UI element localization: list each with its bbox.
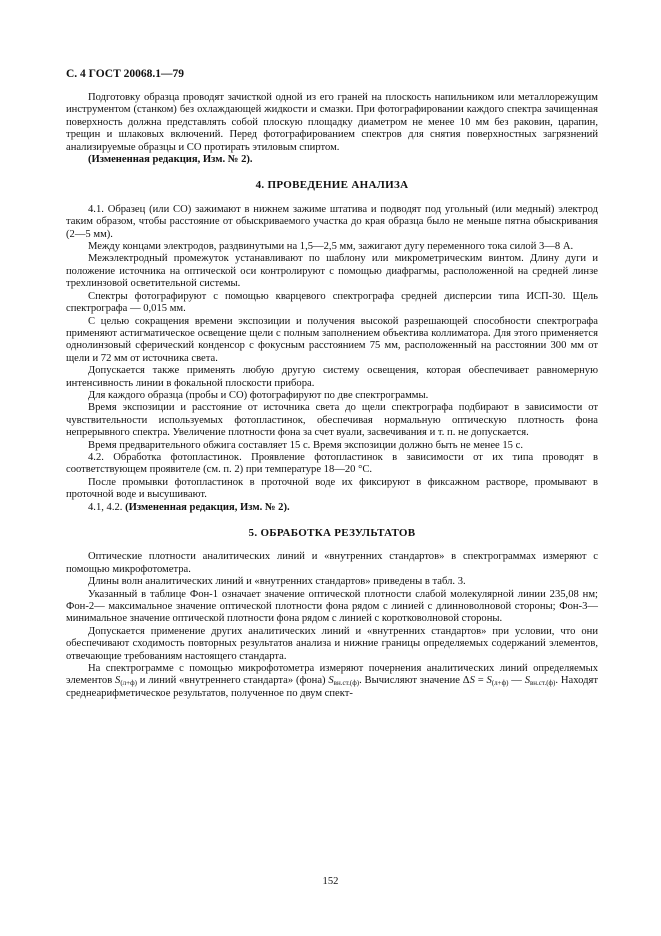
paragraph-formula xyxy=(66,663,598,700)
paragraph: Межэлектродный промежуток устанавливают по шаблону или микрометрическим винтом. Длину дуги и положение источника на оптической оси контролируют с помощью диафрагмы, расположенной на средней линзе трехлинзовой осветительной системы. xyxy=(66,253,598,290)
document-body xyxy=(66,92,598,700)
text-run: . Находят среднеарифметическое результатов, полученное по двум спект- xyxy=(66,675,598,699)
paragraph: Указанный в таблице Фон-1 означает значение оптической плотности слабой молекулярной линии 235,08 нм; Фон-2— максимальное значение оптической плотности фона рядом с линией с длинноволновой стороны; Фон-3—минимальное значение оптической плотности фона рядом с линией с коротковолновой стороны. xyxy=(66,588,598,625)
text-run: и линий «внутреннего стандарта» (фона) xyxy=(136,675,329,687)
paragraph: После промывки фотопластинок в проточной воде их фиксируют в фиксажном растворе, промывают в проточной воде и высушивают. xyxy=(66,476,598,501)
page-header: С. 4 ГОСТ 20068.1—79 xyxy=(66,68,185,80)
paragraph: С целью сокращения времени экспозиции и получения высокой разрешающей способности спектрографа применяют астигматическое освещение щели с полным заполнением объектива коллиматора. Для этого применяется однолинзовый сферический конденсор с фокусным расстоянием 75 мм, расположенный на расстоянии 300 мм от щели и 72 мм от источника света. xyxy=(66,315,598,364)
clause-refs: 4.1, 4.2. xyxy=(88,501,126,513)
subscript: (л+ф) xyxy=(491,679,509,688)
symbol-s: S xyxy=(469,675,475,687)
paragraph: Время предварительного обжига составляет 15 с. Время экспозиции должно быть не менее 15 с. xyxy=(88,439,523,451)
paragraph: Для каждого образца (пробы и СО) фотографируют по две спектрограммы. xyxy=(88,389,429,401)
paragraph: Оптические плотности аналитических линий и «внутренних стандартов» в спектрограммах измеряют с помощью микрофотометра. xyxy=(66,551,598,575)
text-run: = xyxy=(474,675,487,687)
text-run: . Вычисляют значение Δ xyxy=(359,675,470,687)
paragraph: Допускается также применять любую другую систему освещения, которая обеспечивает равномерную интенсивность линии в фокальной плоскости прибора. xyxy=(66,365,598,389)
paragraph: 4.2. Обработка фотопластинок. Проявление фотопластинок в зависимости от их типа проводят в соответствующем проявителе (см. п. 2) при температуре 18—20 °С. xyxy=(66,451,598,476)
paragraph: Допускается применение других аналитических линий и «внутренних стандартов» при условии, что они обеспечивают сходимость повторных результатов анализа и нижние границы определяемых содержаний элементов, отвечающие требованиям настоящего стандарта. xyxy=(66,625,598,662)
amendment-text: (Измененная редакция, Изм. № 2). xyxy=(125,501,290,513)
text-run: — xyxy=(508,675,525,687)
section-5-title: 5. ОБРАБОТКА РЕЗУЛЬТАТОВ xyxy=(248,527,416,539)
symbol-s: S xyxy=(328,675,334,687)
amendment-note xyxy=(66,502,598,514)
paragraph: Подготовку образца проводят зачисткой одной из его граней на плоскость напильником или металлорежущим инструментом (станком) без охлаждающей жидкости и смазки. При фотографировании каждого спектра зачищенная поверхность должна представлять собой плоскую площадку диаметром не менее 10 мм без раковин, царапин, трещин и шлаковых включений. Перед фотографированием спектров для снятия поверхностных загрязнений анализируемые образцы и СО протирать этиловым спиртом. xyxy=(66,92,598,153)
paragraph: Время экспозиции и расстояние от источника света до щели спектрографа подбирают в зависимости от чувствительности используемых фотопластинок, обеспечивая нормальную оптическую плотность фона непрерывного спектра. Увеличение плотности фона за счет вуали, засвечивания и т. п. не допускается. xyxy=(66,402,598,439)
symbol-s: S xyxy=(115,675,121,687)
page-number: 152 xyxy=(322,876,339,887)
subscript: вн.ст.(ф) xyxy=(530,679,556,688)
symbol-s: S xyxy=(524,675,530,687)
paragraph: 4.1. Образец (или СО) зажимают в нижнем зажиме штатива и подводят под угольный (или медный) электрод таким образом, чтобы расстояние от обыскриваемого участка до края образца было не меньше пятна обыскривания (2—5 мм). xyxy=(66,203,598,240)
text-run: На спектрограмме с помощью микрофотометра измеряют почернения аналитических линий определяемых элементов xyxy=(66,663,598,687)
subscript: (л+ф) xyxy=(120,679,137,688)
paragraph: Спектры фотографируют с помощью кварцевого спектрографа средней дисперсии типа ИСП-30. Щель спектрографа — 0,015 мм. xyxy=(66,290,598,315)
paragraph: Между концами электродов, раздвинутыми на 1,5—2,5 мм, зажигают дугу переменного тока силой 3—8 А. xyxy=(88,241,574,253)
subscript: вн.ст.(ф) xyxy=(333,679,360,688)
paragraph: Длины волн аналитических линий и «внутренних стандартов» приведены в табл. 3. xyxy=(88,576,466,588)
amendment-note: (Измененная редакция, Изм. № 2). xyxy=(88,154,253,166)
symbol-s: S xyxy=(486,675,492,687)
section-4-title: 4. ПРОВЕДЕНИЕ АНАЛИЗА xyxy=(255,179,409,192)
